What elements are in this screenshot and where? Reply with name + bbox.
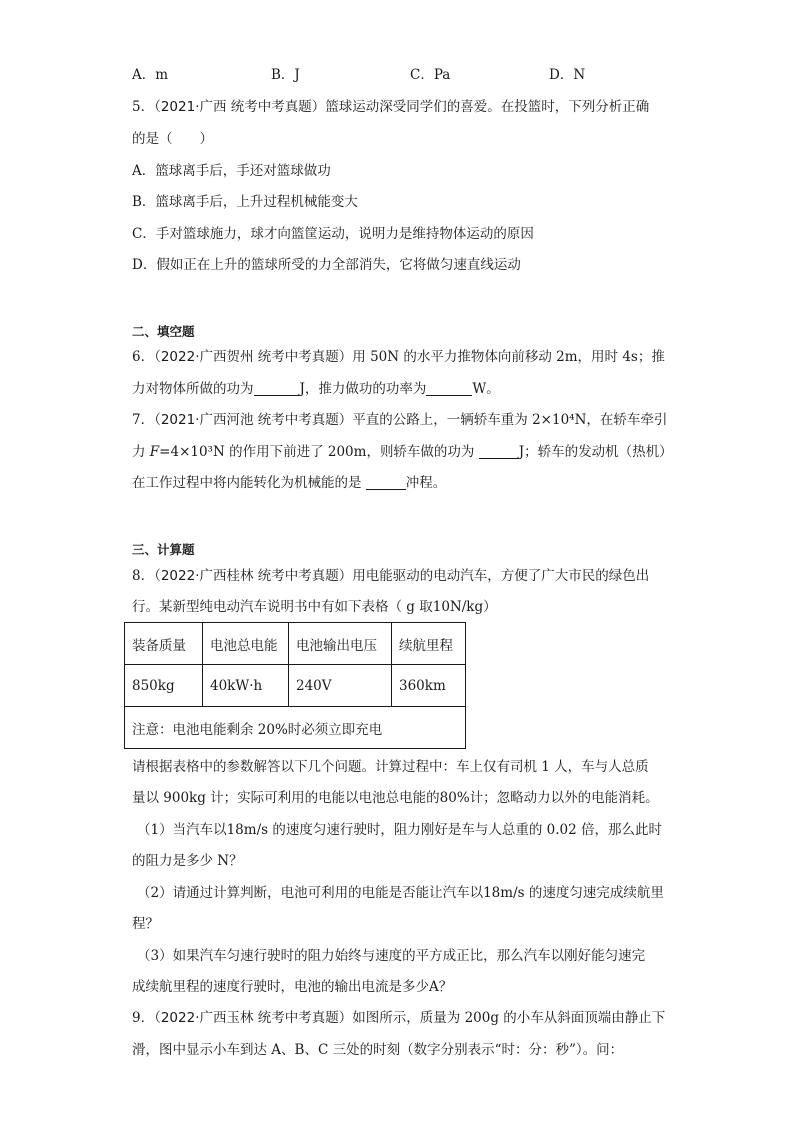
q8-stem-line-2: 行。某新型纯电动汽车说明书中有如下表格（ g 取10N/kg）: [132, 599, 497, 615]
answer-blank[interactable]: [254, 381, 300, 396]
car-spec-table: [124, 622, 466, 749]
q4-option-d: D．N: [549, 67, 586, 83]
question-number: 9．: [132, 1010, 155, 1026]
q7-stem-line-1: [132, 411, 667, 429]
table-cell: 240V: [289, 665, 392, 707]
table-header-cell: 装备质量: [125, 623, 203, 665]
q8-subquestion-3-line-2: 成续航里程的速度行驶时，电池的输出电流是多少A？: [132, 979, 453, 995]
table-header-cell: 续航里程: [392, 623, 466, 665]
q5-option-c: C．手对篮球施力，球才向篮筐运动，说明力是维持物体运动的原因: [132, 226, 534, 242]
question-source: （2022·广西桂林 统考中考真题）: [154, 568, 353, 584]
question-number: 5．: [132, 99, 155, 115]
table-note-row: [125, 707, 466, 749]
q6-stem-line-1: [132, 348, 665, 366]
q9-stem-line-1: [132, 1009, 665, 1027]
question-text: 篮球运动深受同学们的喜爱。在投篮时，下列分析正确: [325, 99, 650, 115]
q4-option-a: A．m: [132, 67, 169, 83]
q7-stem-line-2: [132, 443, 673, 461]
q4-option-b: B．J: [271, 67, 300, 83]
question-text: 在工作过程中将内能转化为机械能的是: [132, 475, 366, 491]
answer-blank[interactable]: [479, 444, 519, 459]
table-cell: 40kW·h: [203, 665, 289, 707]
table-header-row: [125, 623, 466, 665]
question-source: （2021·广西河池 统考中考真题）: [154, 412, 353, 428]
question-text: J；轿车的发动机（热机）: [518, 444, 673, 460]
table-header-cell: 电池输出电压: [289, 623, 392, 665]
q5-stem-line-2: 的是（ ）: [132, 131, 213, 147]
question-text: 冲程。: [405, 475, 447, 491]
table-note: 注意：电池电能剩余 20%时必须立即充电: [125, 707, 466, 749]
q8-paragraph-line-2: 量以 900kg 计；实际可利用的电能以电池总电能的80%计；忽略动力以外的电能消耗。: [132, 790, 659, 806]
q4-option-c: C．Pa: [410, 67, 451, 83]
q8-subquestion-2-line-2: 程？: [132, 916, 159, 932]
table-header-cell: 电池总电能: [203, 623, 289, 665]
question-source: （2022·广西玉林 统考中考真题）: [154, 1010, 353, 1026]
q5-option-a: A．篮球离手后，手还对篮球做功: [132, 163, 331, 179]
question-text: 用电能驱动的电动汽车，方便了广大市民的绿色出: [352, 568, 650, 584]
question-number: 6．: [132, 349, 155, 365]
q7-stem-line-3: [132, 474, 446, 492]
question-text: =4×10³N 的作用下前进了 200m，则轿车做的功为: [159, 444, 479, 460]
question-text: 平直的公路上，一辆轿车重为 2×10⁴N，在轿车牵引: [352, 412, 668, 428]
question-text: 力: [132, 444, 150, 460]
q5-stem-line-1: [132, 98, 649, 116]
question-text: 如图所示，质量为 200g 的小车从斜面顶端由静止下: [352, 1010, 666, 1026]
question-number: 8．: [132, 568, 155, 584]
q5-option-d: D．假如正在上升的篮球所受的力全部消失，它将做匀速直线运动: [132, 257, 521, 273]
answer-blank[interactable]: [426, 381, 472, 396]
q6-stem-line-2: [132, 380, 500, 398]
question-source: （2022·广西贺州 统考中考真题）: [154, 349, 353, 365]
variable-f: F: [149, 444, 160, 460]
table-cell: 360km: [392, 665, 466, 707]
section-heading-fill-in: 二、填空题: [132, 324, 195, 339]
q8-paragraph-line-1: 请根据表格中的参数解答以下几个问题。计算过程中：车上仅有司机 1 人，车与人总质: [132, 759, 649, 775]
q8-subquestion-3-line-1: （3）如果汽车匀速行驶时的阻力始终与速度的平方成正比，那么汽车以刚好能匀速完: [137, 948, 646, 964]
table-cell: 850kg: [125, 665, 203, 707]
table-row: [125, 665, 466, 707]
question-number: 7．: [132, 412, 155, 428]
question-text: 力对物体所做的功为: [132, 381, 254, 397]
q5-option-b: B．篮球离手后，上升过程机械能变大: [132, 194, 358, 210]
question-text: W。: [472, 381, 500, 397]
answer-blank[interactable]: [366, 475, 406, 490]
q8-subquestion-2-line-1: （2）请通过计算判断，电池可利用的电能是否能让汽车以18m/s 的速度匀速完成续航里: [137, 885, 664, 901]
q9-stem-line-2: 滑，图中显示小车到达 A、B、C 三处的时刻（数字分别表示“时：分：秒”）。问：: [132, 1042, 624, 1058]
question-source: （2021·广西 统考中考真题）: [154, 99, 326, 115]
section-heading-calculation: 三、计算题: [132, 542, 195, 557]
q8-subquestion-1-line-1: （1）当汽车以18m/s 的速度匀速行驶时，阻力刚好是车与人总重的 0.02 倍，那么此时: [137, 822, 662, 838]
q8-subquestion-1-line-2: 的阻力是多少 N？: [132, 853, 243, 869]
q8-stem-line-1: [132, 567, 649, 585]
question-text: J，推力做功的功率为: [299, 381, 427, 397]
question-text: 用 50N 的水平力推物体向前移动 2m，用时 4s；推: [352, 349, 665, 365]
